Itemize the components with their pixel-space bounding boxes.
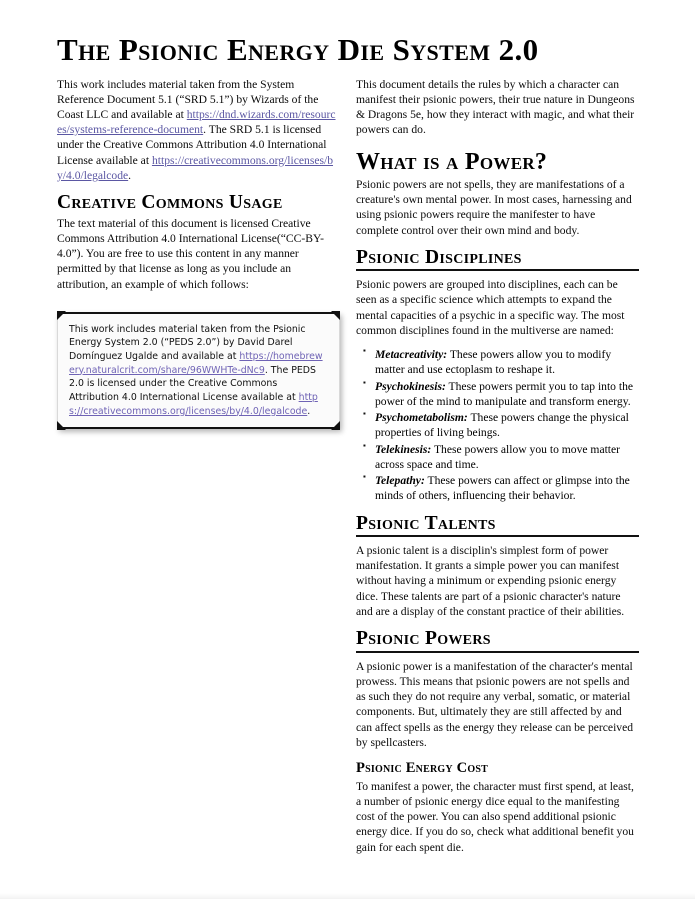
list-item xyxy=(375,379,639,409)
heading-psionic-powers: Psionic Powers xyxy=(356,628,639,652)
list-item xyxy=(375,347,639,377)
attribution-text-3: . xyxy=(307,405,311,417)
list-item xyxy=(375,473,639,503)
list-item xyxy=(375,410,639,440)
heading-what-is-a-power: What is a Power? xyxy=(356,149,548,176)
corner-triangle-top-left-icon xyxy=(57,311,66,320)
intro-paragraph: This document details the rules by which a character can manifest their psionic powers, their true nature in Dungeons & Dragons 5e, how they interact with magic, and what their powers can do. xyxy=(356,77,635,137)
left-column xyxy=(57,77,340,444)
corner-triangle-top-right-icon xyxy=(331,311,340,320)
discipline-term: Metacreativity: xyxy=(375,348,448,362)
homebrewery-share-link[interactable]: https://homebrewery.naturalcrit.com/share/96WWHTe-dNc9 xyxy=(69,351,323,376)
attribution-example-box-wrapper xyxy=(57,304,340,437)
heading-psionic-talents: Psionic Talents xyxy=(356,513,639,537)
what-is-a-power-body: Psionic powers are not spells, they are manifestations of a creature's own mental power. In most cases, harnessing and using psionic powers require the manifester to have complete control over their own mind and body. xyxy=(356,177,632,237)
page-content xyxy=(57,34,640,864)
discipline-term: Telekinesis: xyxy=(375,442,432,456)
list-item xyxy=(375,442,639,472)
discipline-term: Telepathy: xyxy=(375,474,425,488)
two-column-layout xyxy=(57,77,640,864)
discipline-description: These powers allow you to modify matter and use ectoplasm to reshape it. xyxy=(375,348,612,377)
discipline-term: Psychokinesis: xyxy=(375,379,446,393)
srd-notice-text-2: . The SRD 5.1 is licensed under the Creative Commons Attribution 4.0 International License available at xyxy=(57,123,327,167)
attribution-creative-commons-link[interactable]: https://creativecommons.org/licenses/by/4.0/legalcode xyxy=(69,391,318,417)
creative-commons-usage-body: The text material of this document is licensed Creative Commons Attribution 4.0 International License(“CC-BY-4.0”). You are free to use this content in any manner permitted by that license as long as you include an attribution, an example of which follows: xyxy=(57,216,324,291)
disciplines-list xyxy=(356,347,639,503)
heading-psionic-energy-cost: Psionic Energy Cost xyxy=(356,759,488,776)
discipline-description: These powers can affect or glimpse into the minds of others, influencing their behavior. xyxy=(375,474,630,503)
discipline-description: These powers allow you to move matter across space and time. xyxy=(375,442,621,471)
discipline-description: These powers permit you to tap into the power of the mind to manipulate and transform energy. xyxy=(375,379,634,408)
heading-psionic-disciplines: Psionic Disciplines xyxy=(356,247,639,271)
srd-document-link[interactable]: https://dnd.wizards.com/resources/systems-reference-document xyxy=(57,108,336,137)
discipline-description: These powers change the physical properties of living beings. xyxy=(375,411,629,440)
attribution-text-1: This work includes material taken from the Psionic Energy System 2.0 (“PEDS 2.0”) by David Darel Domínguez Ugalde and available at xyxy=(69,323,306,363)
corner-triangle-bottom-right-icon xyxy=(331,421,340,430)
creative-commons-legalcode-link[interactable]: https://creativecommons.org/licenses/by/4.0/legalcode xyxy=(57,153,334,182)
psionic-energy-cost-body: To manifest a power, the character must first spend, at least, a number of psionic energy dice equal to the manifesting cost of the power. You can also spend additional psionic energy dice. If you do so, check what additional benefit you gain for each spent die. xyxy=(356,779,634,854)
srd-notice-text-3: . xyxy=(128,168,132,182)
attribution-example-box xyxy=(57,312,340,429)
psionic-powers-body: A psionic power is a manifestation of the character's mental prowess. This means that psionic powers are not spells and as such they do not require any verbal, somatic, or material components. But, ultimately they are still affected by and can affect spells as the energy they release can be perceived by spellcasters. xyxy=(356,659,634,749)
psionic-talents-body: A psionic talent is a disciplin's simplest form of power manifestation. It grants a simple power you can manifest without having a minimum or expending psionic energy dice. These talents are part of a psionic character's nature and are a display of the constant practice of their abilities. xyxy=(356,543,625,618)
page-title: The Psionic Energy Die System 2.0 xyxy=(57,32,539,67)
psionic-disciplines-body: Psionic powers are grouped into disciplines, each can be seen as a specific science which attempts to expand the mental capacities of a psychic in a specific way. The most common disciplines found in the multiverse are named: xyxy=(356,278,625,337)
right-column xyxy=(356,77,639,864)
attribution-text-2: . The PEDS 2.0 is licensed under the Creative Commons Attribution 4.0 International License available at xyxy=(69,364,316,403)
discipline-term: Psychometabolism: xyxy=(375,411,468,425)
heading-creative-commons-usage: Creative Commons Usage xyxy=(57,192,283,214)
page-bottom-edge xyxy=(0,893,695,899)
corner-triangle-bottom-left-icon xyxy=(57,421,66,430)
srd-notice-paragraph xyxy=(57,77,340,184)
srd-notice-text-1: This work includes material taken from the System Reference Document 5.1 (“SRD 5.1”) by Wizards of the Coast LLC and available at xyxy=(57,77,319,122)
attribution-box-paragraph xyxy=(69,323,328,418)
